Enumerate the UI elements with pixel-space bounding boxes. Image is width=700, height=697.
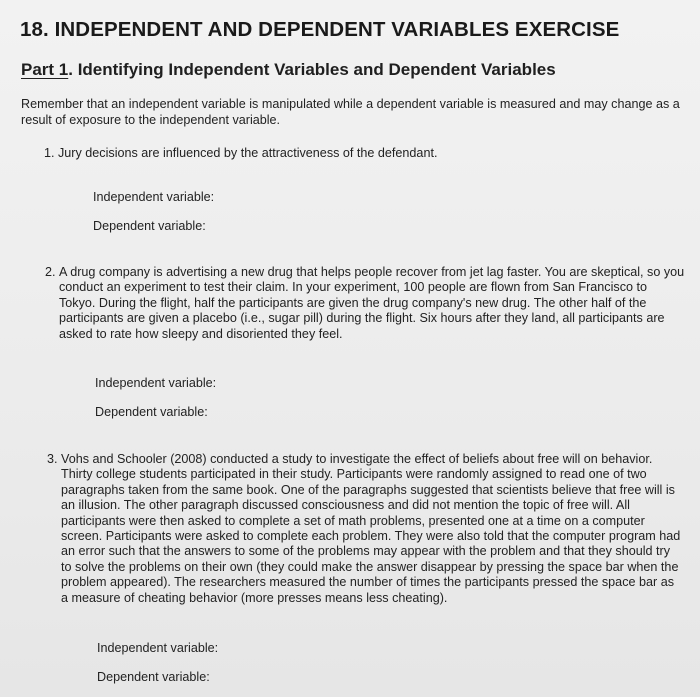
question-text: Jury decisions are influenced by the attractiveness of the defendant. <box>58 146 438 160</box>
q1-independent-label: Independent variable: <box>93 190 215 204</box>
question-text: A drug company is advertising a new drug that helps people recover from jet lag faster. You are skeptical, so you conduct an experiment to test their claim. In your experiment, 100 people are flown from San Francisco to Tokyo. During the flight, half the participants are given the drug company's new drug. The other half of the participants are given a placebo (i.e., sugar pill) during the flight. Six hours after they land, all participants are asked to rate how sleepy and disoriented they feel. <box>59 265 685 341</box>
q2-independent-label: Independent variable: <box>95 376 217 390</box>
question-number: 1. <box>44 146 55 160</box>
question-number: 2. <box>45 265 56 279</box>
intro-paragraph: Remember that an independent variable is manipulated while a dependent variable is measured and may change as a result of exposure to the independent variable. <box>21 97 680 127</box>
page-title: 18. INDEPENDENT AND DEPENDENT VARIABLES EXERCISE <box>20 18 620 41</box>
part-heading <box>21 60 556 80</box>
q3-dependent-label: Dependent variable: <box>97 670 210 684</box>
q3-independent-label: Independent variable: <box>97 641 219 655</box>
question-3 <box>47 452 682 606</box>
q1-dependent-label: Dependent variable: <box>93 219 206 233</box>
question-2 <box>45 265 685 342</box>
question-text: Vohs and Schooler (2008) conducted a study to investigate the effect of beliefs about free will on behavior. Thirty college students participated in their study. Participants were randomly assigned to read one of two paragraphs taken from the same book. One of the paragraphs suggested that scientists believe that free will is an illusion. The other paragraph discussed consciousness and did not mention the topic of free will. All participants were then asked to complete a set of math problems, presented one at a time on a computer screen. Participants were asked to complete each problem. They were also told that the computer program had an error such that the answers to some of the problems may appear with the problem and that they should try to solve the problems on their own (they could make the answer disappear by pressing the space bar when the problem appeared). The researchers measured the number of times the participants pressed the space bar as a measure of cheating behavior (more presses means less cheating). <box>61 452 681 605</box>
q2-dependent-label: Dependent variable: <box>95 405 208 419</box>
question-number: 3. <box>47 452 58 466</box>
part-heading-text: . Identifying Independent Variables and Dependent Variables <box>68 60 556 79</box>
question-1 <box>44 146 684 161</box>
part-label: Part 1 <box>21 60 69 79</box>
